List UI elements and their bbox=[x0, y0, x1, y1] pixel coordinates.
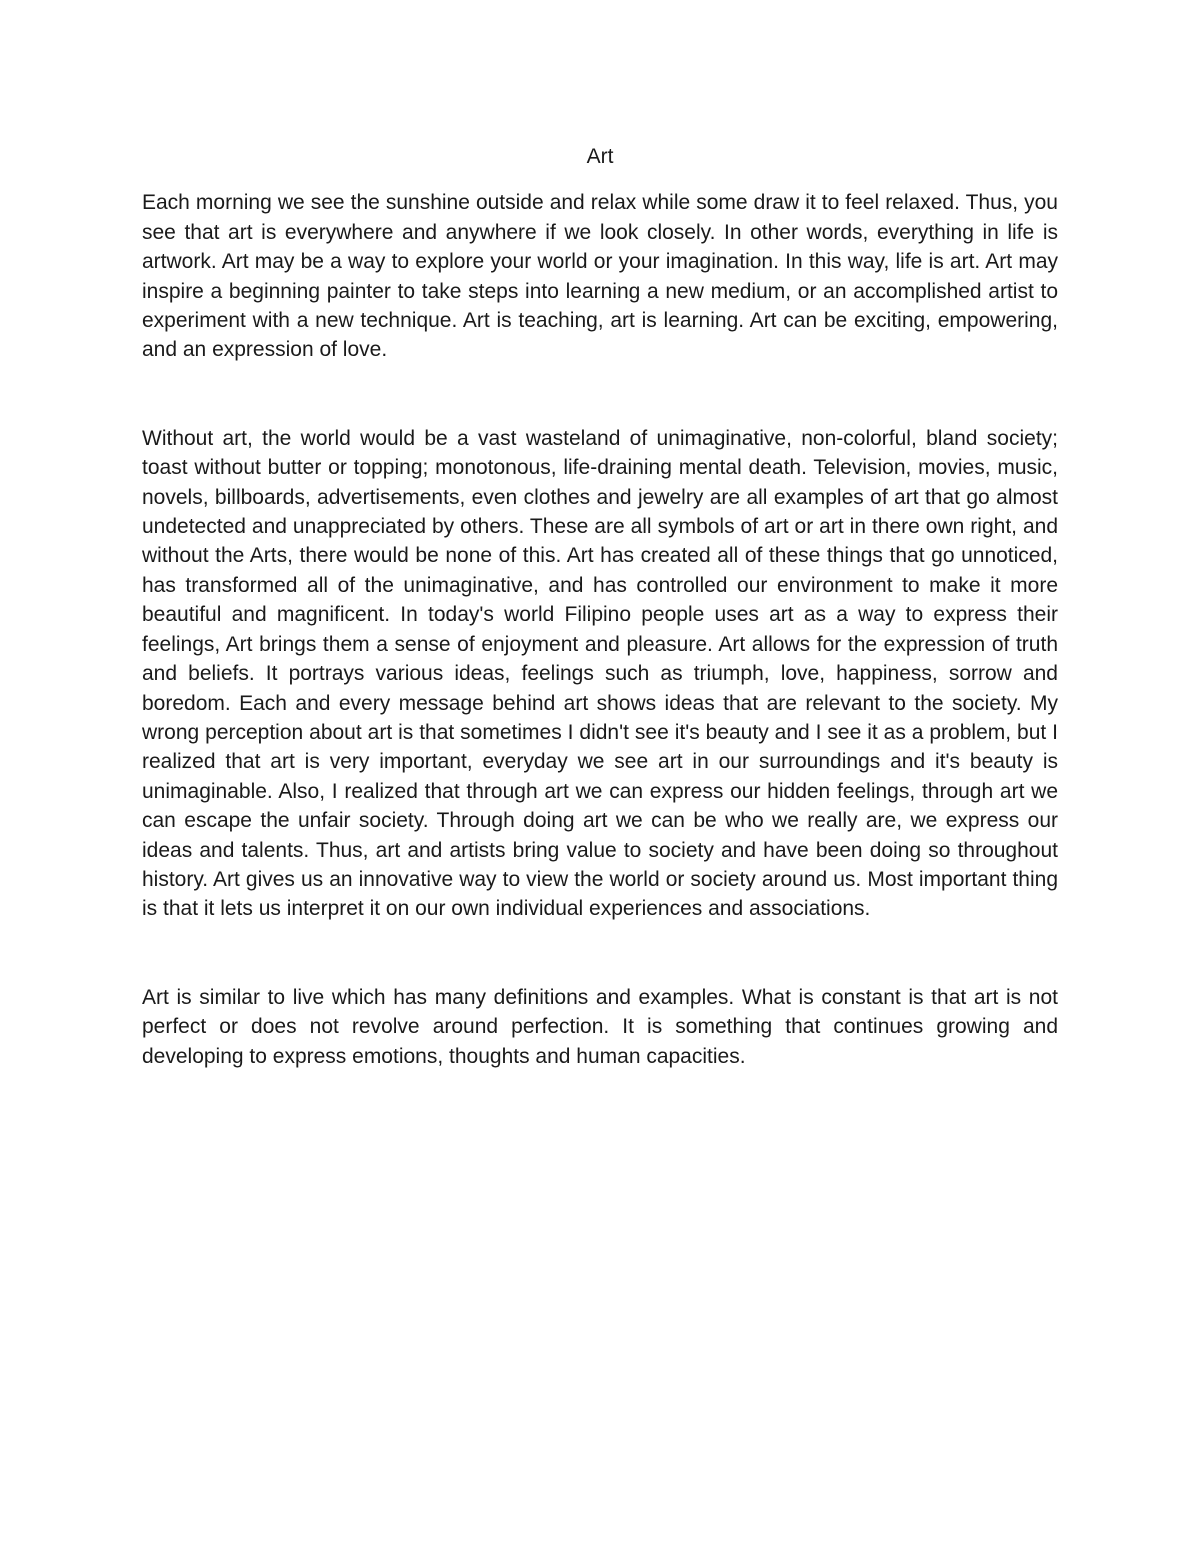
paragraph-intro: Each morning we see the sunshine outside and relax while some draw it to feel relaxed. Thus, you see that art is everywhere and anywhere if we look closely. In other words, everything in life is artwork. Art may be a way to explore your world or your imagination. In this way, life is art. Art may inspire a beginning painter to take steps into learning a new medium, or an accomplished artist to experiment with a new technique. Art is teaching, art is learning. Art can be exciting, empowering, and an expression of love. bbox=[142, 191, 1058, 362]
paragraph-without-art: Without art, the world would be a vast wasteland of unimaginative, non-colorful, bland society; toast without butter or topping; monotonous, life-draining mental death. Television, movies, music, novels, billboards, advertisements, even clothes and jewelry are all examples of art that go almost undetected and unappreciated by others. These are all symbols of art or art in there own right, and without the Arts, there would be none of this. Art has created all of these things that go unnoticed, has transformed all of the unimaginative, and has controlled our environment to make it more beautiful and magnificent. In today's world Filipino people uses art as a way to express their feelings, Art brings them a sense of enjoyment and pleasure. Art allows for the expression of truth and beliefs. It portrays various ideas, feelings such as triumph, love, happiness, sorrow and boredom. Each and every message behind art shows ideas that are relevant to the society. My wrong perception about art is that sometimes I didn't see it's beauty and I see it as a problem, but I realized that art is very important, everyday we see art in our surroundings and it's beauty is unimaginable. Also, I realized that through art we can express our hidden feelings, through art we can escape the unfair society. Through doing art we can be who we really are, we express our ideas and talents. Thus, art and artists bring value to society and have been doing so throughout history. Art gives us an innovative way to view the world or society around us. Most important thing is that it lets us interpret it on our own individual experiences and associations. bbox=[142, 426, 1058, 921]
document-body bbox=[142, 142, 1058, 1071]
document-title: Art bbox=[586, 145, 614, 168]
paragraph-conclusion: Art is similar to live which has many definitions and examples. What is constant is that art is not perfect or does not revolve around perfection. It is something that continues growing and developing to express emotions, thoughts and human capacities. bbox=[142, 985, 1058, 1068]
